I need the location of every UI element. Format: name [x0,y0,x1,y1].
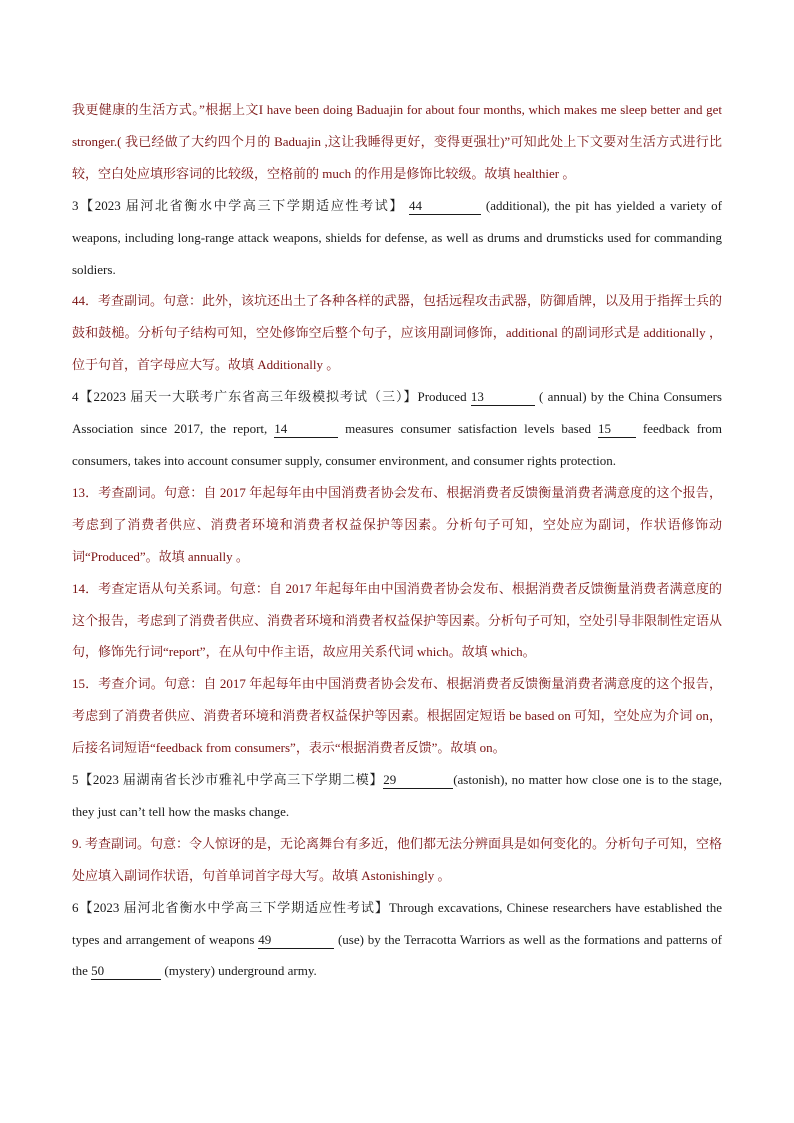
answer-explanation [72,94,722,190]
text-run: 44．考查副词。句意：此外，该坑还出土了各种各样的武器，包括远程攻击武器，防御盾牌，以及用于指挥士兵的鼓和鼓槌。分析句子结构可知，空处修饰空后整个句子，应该用副词修饰，additional 的副词形式是 additionally ，位于句首，首字母应大写。故填 Additionally 。 [72,293,723,373]
answer-explanation [72,285,722,381]
answer-explanation [72,573,722,669]
answer-blank: 44 [409,198,481,215]
text-run: 13．考查副词。句意：自 2017 年起每年由中国消费者协会发布、根据消费者反馈衡量消费者满意度的这个报告，考虑到了消费者供应、消费者环境和消费者权益保护等因素。分析句子可知，空处应为副词，作状语修饰动词“Produced”。故填 annually 。 [72,484,722,564]
answer-blank: 14 [274,421,338,438]
answer-blank: 49 [258,932,334,949]
answer-explanation [72,828,722,892]
answer-blank: 50 [91,963,161,980]
text-run: 9. 考查副词。句意：令人惊讶的是，无论离舞台有多近，他们都无法分辨面具是如何变化的。分析句子可知，空格处应填入副词作状语，句首单词首字母大写。故填 Astonishingly 。 [72,835,723,883]
text-run: ( annual) by the China Consumers Association since 2017, the report, [72,389,722,437]
answer-blank: 29 [383,772,453,789]
text-run: feedback from consumers, takes into account consumer supply, consumer environment, and consumer rights protection. [72,421,723,468]
text-run: 我更健康的生活方式。”根据上文I have been doing Baduajin for about four months, which makes me sleep better and get stronger.( 我已经做了大约四个月的 Baduajin ,这让我睡得更好，变得更强壮)”可知此处上下文要对生活方式进行比较，空白处应填形容词的比较级，空格前的 much 的作用是修饰比较级。故填 healthier 。 [72,102,722,181]
question-item [72,892,722,988]
document-body [72,94,722,987]
answer-blank: 13 [471,389,535,406]
text-run: 6【2023 届河北省衡水中学高三下学期适应性考试】Through excavations, Chinese researchers have established the types and arrangement of weapons [72,899,722,947]
text-run: 15．考查介词。句意：自 2017 年起每年由中国消费者协会发布、根据消费者反馈衡量消费者满意度的这个报告，考虑到了消费者供应、消费者环境和消费者权益保护等因素。根据固定短语 be based on 可知，空处应为介词 on，后接名词短语“feedback from consumers”，表示“根据消费者反馈”。故填 on。 [72,676,722,756]
answer-explanation [72,668,722,764]
question-item [72,764,722,828]
text-run: 4【22023 届天一大联考广东省高三年级模拟考试（三）】Produced [72,389,471,405]
question-item [72,381,722,477]
text-run: (use) by the Terracotta Warriors as well as the formations and patterns of the [72,931,722,979]
text-run: measures consumer satisfaction levels based [338,421,598,437]
question-item [72,190,722,286]
text-run: (mystery) underground army. [161,963,317,979]
text-run: (astonish), no matter how close one is to the stage, they just can’t tell how the masks change. [72,772,722,819]
text-run: 14．考查定语从句关系词。句意：自 2017 年起每年由中国消费者协会发布、根据消费者反馈衡量消费者满意度的这个报告，考虑到了消费者供应、消费者环境和消费者权益保护等因素。分析句子可知，空处引导非限制性定语从句，修饰先行词“report”，在从句中作主语，故应用关系代词 which。故填 which。 [72,580,723,660]
answer-explanation [72,477,722,573]
answer-blank: 15 [598,421,636,438]
text-run: (additional), the pit has yielded a variety of weapons, including long-range attack weapons, shields for defense, as well as drums and drumsticks used for commanding soldiers. [72,197,722,277]
text-run: 3【2023 届河北省衡水中学高三下学期适应性考试】 [72,197,409,213]
text-run: 5【2023 届湖南省长沙市雅礼中学高三下学期二模】 [72,772,384,788]
